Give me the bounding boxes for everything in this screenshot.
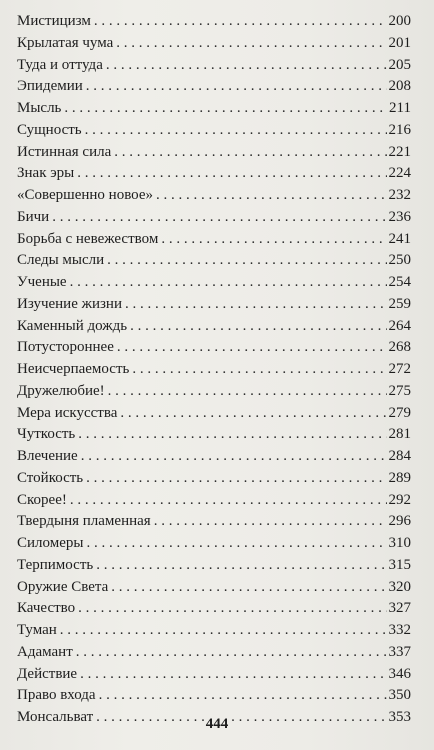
toc-entry-title: «Совершенно новое» [17, 187, 154, 203]
toc-entry-page: 250 [388, 252, 411, 269]
toc-leader-dots [85, 120, 387, 142]
toc-entry-page: 320 [388, 578, 411, 595]
toc-entry [17, 620, 411, 642]
toc-entry-page: 200 [388, 13, 411, 29]
toc-leader-dots [130, 316, 386, 338]
toc-leader-dots [156, 185, 386, 207]
toc-entry-title: Неисчерпаемость [17, 361, 130, 377]
toc-entry-title: Действие [17, 665, 78, 682]
toc-entry-title: Адамант [17, 643, 73, 660]
toc-leader-dots [52, 207, 386, 229]
toc-leader-dots [60, 620, 387, 642]
toc-entry-page: 216 [388, 121, 411, 138]
page-number: 444 [205, 716, 229, 732]
toc-leader-dots [111, 577, 386, 599]
toc-entry [17, 577, 411, 599]
toc-entry-page: 236 [388, 208, 411, 225]
toc-entry-title: Борьба с невежеством [17, 230, 159, 247]
toc-entry-page: 275 [388, 382, 411, 399]
toc-leader-dots [70, 272, 387, 294]
toc-entry-page: 332 [388, 622, 411, 638]
toc-entry-title: Ученые [17, 274, 67, 290]
toc-entry [17, 76, 411, 98]
toc-leader-dots [99, 685, 387, 707]
toc-entry [17, 120, 411, 142]
toc-entry-page: 284 [388, 448, 411, 464]
toc-entry [17, 490, 411, 512]
toc-entry-title: Дружелюбие! [17, 382, 105, 399]
toc-entry-page: 268 [388, 339, 411, 356]
toc-entry-page: 337 [388, 643, 411, 660]
toc-entry-title: Знак эры [17, 165, 75, 182]
toc-entry [17, 98, 411, 120]
toc-entry [17, 533, 411, 555]
toc-entry [17, 424, 411, 446]
toc-entry-title: Оружие Света [17, 578, 109, 595]
toc-entry-title: Терпимость [17, 556, 94, 573]
toc-entry-page: 327 [388, 600, 411, 617]
toc-entry-page: 205 [388, 56, 411, 73]
toc-entry-page: 232 [388, 187, 411, 203]
toc-leader-dots [106, 55, 387, 77]
toc-entry [17, 555, 411, 577]
toc-leader-dots [78, 598, 386, 620]
toc-leader-dots [114, 142, 386, 164]
toc-entry [17, 33, 411, 55]
toc-leader-dots [116, 33, 386, 55]
toc-entry [17, 229, 411, 251]
toc-entry-title: Туда и оттуда [17, 56, 103, 73]
toc-entry-page: 353 [388, 709, 411, 725]
toc-entry-page: 281 [388, 426, 411, 443]
toc-entry [17, 337, 411, 359]
toc-leader-dots [64, 98, 387, 120]
toc-entry [17, 642, 411, 664]
toc-entry-page: 296 [388, 513, 411, 530]
toc-entry-title: Эпидемии [17, 78, 83, 95]
toc-entry [17, 185, 411, 207]
toc-entry-page: 259 [388, 295, 411, 312]
toc-entry [17, 316, 411, 338]
toc-leader-dots [78, 424, 386, 446]
toc-entry-title: Каменный дождь [17, 317, 128, 334]
toc-entry-title: Туман [17, 622, 57, 638]
toc-entry-page: 279 [388, 404, 411, 421]
toc-entry-page: 254 [388, 274, 411, 290]
toc-entry-title: Изучение жизни [17, 295, 122, 312]
toc-entry [17, 359, 411, 381]
toc-entry [17, 381, 411, 403]
toc-entry-title: Сущность [17, 121, 82, 138]
toc-entry-title: Силомеры [17, 535, 84, 551]
toc-leader-dots [108, 381, 387, 403]
toc-entry-page: 310 [388, 535, 411, 551]
toc-leader-dots [86, 468, 386, 490]
toc-entry-page: 211 [389, 100, 411, 116]
toc-entry [17, 207, 411, 229]
toc-entry [17, 685, 411, 707]
toc-entry-page: 264 [388, 317, 411, 334]
toc-entry-page: 241 [388, 230, 411, 247]
toc-leader-dots [161, 229, 386, 251]
toc-entry-title: Чуткость [17, 426, 76, 443]
toc-entry-page: 224 [388, 165, 411, 182]
toc-leader-dots [94, 11, 387, 33]
toc-entry [17, 272, 411, 294]
toc-entry-title: Твердыня пламенная [17, 513, 151, 530]
toc-entry-title: Истинная сила [17, 143, 112, 160]
toc-entry-page: 292 [388, 491, 411, 508]
toc-entry-page: 272 [388, 361, 411, 377]
toc-entry-title: Монсальват [17, 709, 94, 725]
toc-entry-title: Мистицизм [17, 13, 91, 29]
toc-entry-title: Мысль [17, 100, 62, 116]
toc-entry-title: Качество [17, 600, 76, 617]
toc-entry [17, 250, 411, 272]
toc-leader-dots [154, 511, 387, 533]
toc-leader-dots [120, 403, 386, 425]
toc-entry-title: Влечение [17, 448, 78, 464]
toc-leader-dots [96, 555, 386, 577]
toc-entry [17, 598, 411, 620]
toc-leader-dots [76, 642, 387, 664]
toc-leader-dots [86, 533, 386, 555]
table-of-contents [17, 11, 411, 729]
toc-leader-dots [77, 163, 386, 185]
toc-entry-page: 289 [388, 469, 411, 486]
toc-entry-page: 201 [388, 34, 411, 51]
toc-entry [17, 511, 411, 533]
toc-entry-page: 221 [388, 143, 411, 160]
toc-entry [17, 163, 411, 185]
toc-leader-dots [125, 294, 387, 316]
toc-entry-title: Скорее! [17, 491, 67, 508]
toc-entry-page: 315 [388, 556, 411, 573]
toc-entry [17, 468, 411, 490]
toc-entry-title: Потустороннее [17, 339, 114, 356]
toc-entry-title: Стойкость [17, 469, 84, 486]
toc-entry-title: Право входа [17, 687, 96, 704]
toc-entry-title: Крылатая чума [17, 34, 114, 51]
toc-leader-dots [80, 664, 386, 686]
toc-leader-dots [132, 359, 386, 381]
toc-entry [17, 664, 411, 686]
toc-entry [17, 446, 411, 468]
toc-leader-dots [86, 76, 387, 98]
toc-entry-page: 208 [388, 78, 411, 95]
toc-leader-dots [107, 250, 386, 272]
toc-entry-title: Следы мысли [17, 252, 105, 269]
toc-entry-page: 346 [388, 665, 411, 682]
toc-entry [17, 55, 411, 77]
toc-leader-dots [70, 490, 387, 512]
toc-entry-title: Мера искусства [17, 404, 118, 421]
toc-entry-page: 350 [388, 687, 411, 704]
toc-entry [17, 294, 411, 316]
toc-entry [17, 403, 411, 425]
toc-entry [17, 142, 411, 164]
toc-leader-dots [117, 337, 387, 359]
toc-entry-title: Бичи [17, 208, 50, 225]
toc-entry [17, 11, 411, 33]
toc-leader-dots [81, 446, 387, 468]
